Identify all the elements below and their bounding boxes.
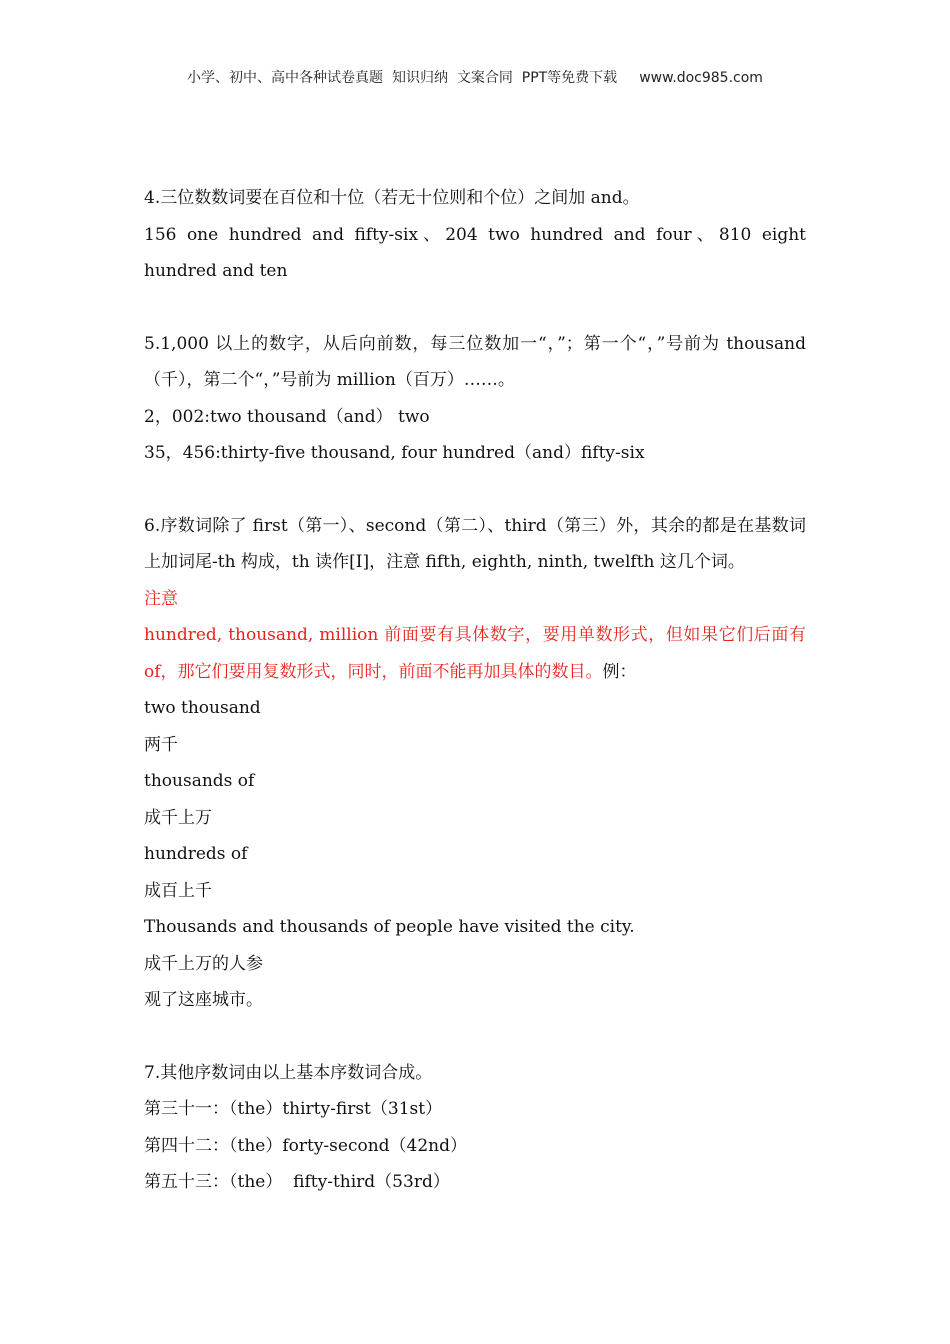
- document-body: [144, 180, 806, 1201]
- section-6-line: 成千上万的人参: [144, 953, 263, 974]
- header-url: www.doc985.com: [639, 70, 763, 86]
- section-6-note-text: hundred, thousand, million 前面要有具体数字，要用单数形式，但如果它们后面有 of，那它们要用复数形式，同时，前面不能再加具体的数目。: [144, 625, 806, 682]
- section-6-line: 观了这座城市。: [144, 990, 263, 1010]
- section-6-line: 两千: [144, 734, 178, 755]
- section-5-title: 5.1,000 以上的数字，从后向前数，每三位数加一“，”；第一个“，”号前为 thousand（千），第二个“，”号前为 million（百万）……。: [144, 333, 806, 390]
- section-6-line: 成千上万: [144, 807, 212, 828]
- section-6-line: hundreds of: [144, 844, 248, 864]
- section-7-title: 7.其他序数词由以上基本序数词合成。: [144, 1062, 433, 1083]
- section-7-line: 第五十三：（the） fifty-third（53rd）: [144, 1172, 450, 1192]
- section-6-title: 6.序数词除了 first（第一）、second（第二）、third（第三）外，其余的都是在基数词上加词尾-th 构成，th 读作[I]，注意 fifth, eighth, ninth, twelfth 这几个词。: [144, 515, 806, 572]
- spacer: [144, 290, 806, 326]
- section-6-line: two thousand: [144, 698, 261, 718]
- section-5-example-2: 35，456:thirty-five thousand, four hundred（and）fifty-six: [144, 443, 645, 463]
- section-4-example: 156 one hundred and fifty-six、204 two hundred and four、810 eight hundred and ten: [144, 224, 806, 281]
- section-6-line: thousands of: [144, 771, 255, 791]
- section-4-title: 4.三位数数词要在百位和十位（若无十位则和个位）之间加 and。: [144, 188, 640, 208]
- spacer: [144, 472, 806, 508]
- section-7-line: 第四十二：（the）forty-second（42nd）: [144, 1135, 468, 1156]
- page-header: [0, 67, 950, 87]
- section-6-example-label: 例：: [602, 661, 637, 682]
- spacer: [144, 1019, 806, 1055]
- section-5-example-1: 2，002:two thousand（and） two: [144, 406, 430, 427]
- header-text: 小学、初中、高中各种试卷真题 知识归纳 文案合同 PPT等免费下载: [187, 70, 618, 86]
- section-6-note: [144, 617, 806, 690]
- section-7-line: 第三十一：（the）thirty-first（31st）: [144, 1099, 443, 1119]
- section-6-line: Thousands and thousands of people have visited the city.: [144, 917, 635, 937]
- section-6-line: 成百上千: [144, 880, 212, 901]
- section-6-note-label: 注意: [144, 588, 178, 609]
